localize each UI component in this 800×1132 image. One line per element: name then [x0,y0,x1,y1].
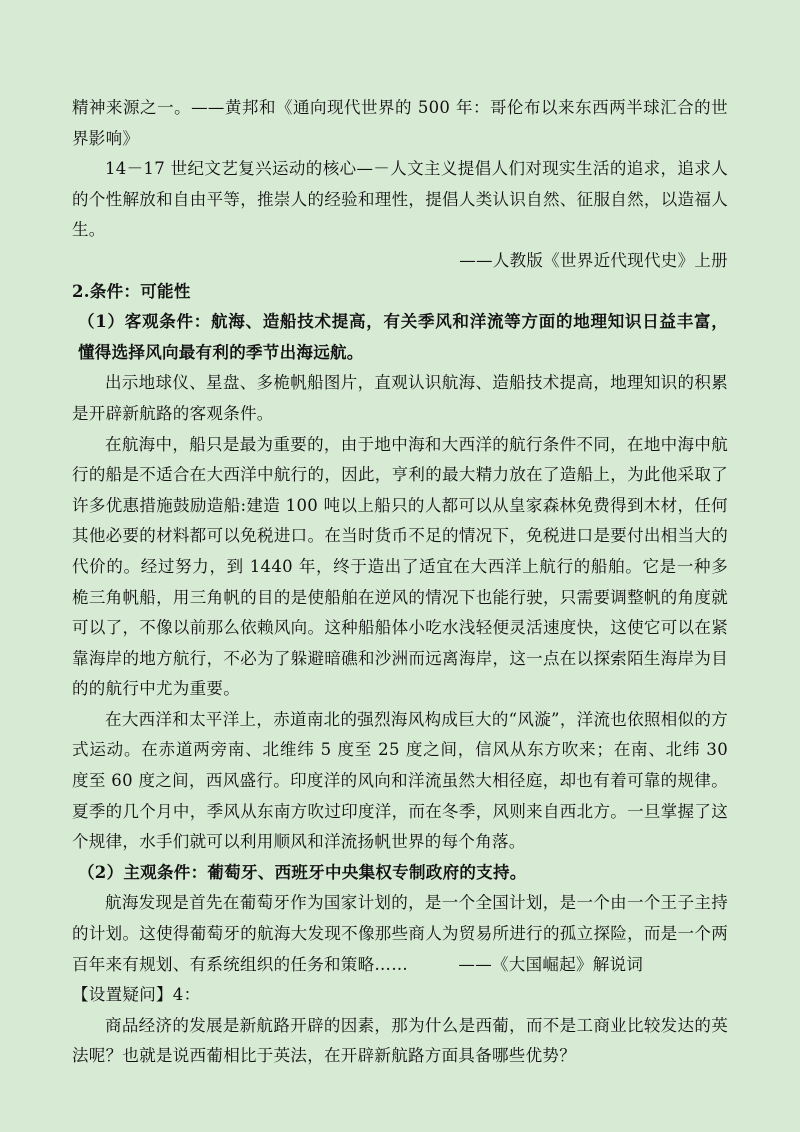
question-paragraph: 商品经济的发展是新航路开辟的因素，那为什么是西葡，而不是工商业比较发达的英法呢？也就是说西葡相比于英法，在开辟新航路方面具备哪些优势？ [72,1015,728,1066]
quote-paragraph: 精神来源之一。——黄邦和《通向现代世界的 500 年：哥伦布以来东西两半球汇合的世界影响》 [72,98,728,148]
source-citation: ——人教版《世界近代现代史》上册 [459,250,728,270]
globe-paragraph: 出示地球仪、星盘、多桅帆船图片，直观认识航海、造船技术提高，地理知识的积累是开辟新航路的客观条件。 [72,373,728,423]
subjective-condition-heading: （2）主观条件：葡萄牙、西班牙中央集权专制政府的支持。 [78,862,527,882]
question-label: 【设置疑问】4： [72,985,201,1005]
humanism-paragraph: 14－17 世纪文艺复兴运动的核心—－人文主义提倡人们对现实生活的追求，追求人的个性解放和自由平等，推崇人的经验和理性，提倡人类认识自然、征服自然，以造福人生。 [72,159,728,240]
wind-current-paragraph: 在大西洋和太平洋上，赤道南北的强烈海风构成巨大的“风漩”，洋流也依照相似的方式运动。在赤道两旁南、北维纬 5 度至 25 度之间，信风从东方吹来；在南、北纬 30 度至 60 度之间，西风盛行。印度洋的风向和洋流虽然大相径庭，却也有着可靠的规律。夏季的几个月中，季风从东南方吹过印度洋，而在冬季，风则来自西北方。一旦掌握了这个规律，水手们就可以利用顺风和洋流扬帆世界的每个角落。 [72,709,728,852]
portugal-paragraph: 航海发现是首先在葡萄牙作为国家计划的，是一个全国计划，是一个由一个王子主持的计划。这使得葡萄牙的航海大发现不像那些商人为贸易所进行的孤立探险，而是一个两百年来有规划、有系统组织的任务和策略…… ——《大国崛起》解说词 [72,893,728,974]
shipbuilding-paragraph: 在航海中，船只是最为重要的，由于地中海和大西洋的航行条件不同，在地中海中航行的船是不适合在大西洋中航行的，因此，亨利的最大精力放在了造船上，为此他采取了许多优惠措施鼓励造船:建造 100 吨以上船只的人都可以从皇家森林免费得到木材，任何其他必要的材料都可以免税进口。在当时货币不足的情况下，免税进口是要付出相当大的代价的。经过努力，到 1440 年，终于造出了适宜在大西洋上航行的船舶。它是一种多桅三角帆船，用三角帆的目的是使船舶在逆风的情况下也能行驶，只需要调整帆的角度就可以了，不像以前那么依赖风向。这种船船体小吃水浅轻便灵活速度快，这使它可以在紧靠海岸的地方航行，不必为了躲避暗礁和沙洲而远离海岸，这一点在以探索陌生海岸为目的的航行中尤为重要。 [72,434,728,699]
objective-condition-heading: （1）客观条件：航海、造船技术提高，有关季风和洋流等方面的地理知识日益丰富，懂得选择风向最有利的季节出海远航。 [78,312,728,362]
section-heading: 2.条件：可能性 [72,281,191,301]
